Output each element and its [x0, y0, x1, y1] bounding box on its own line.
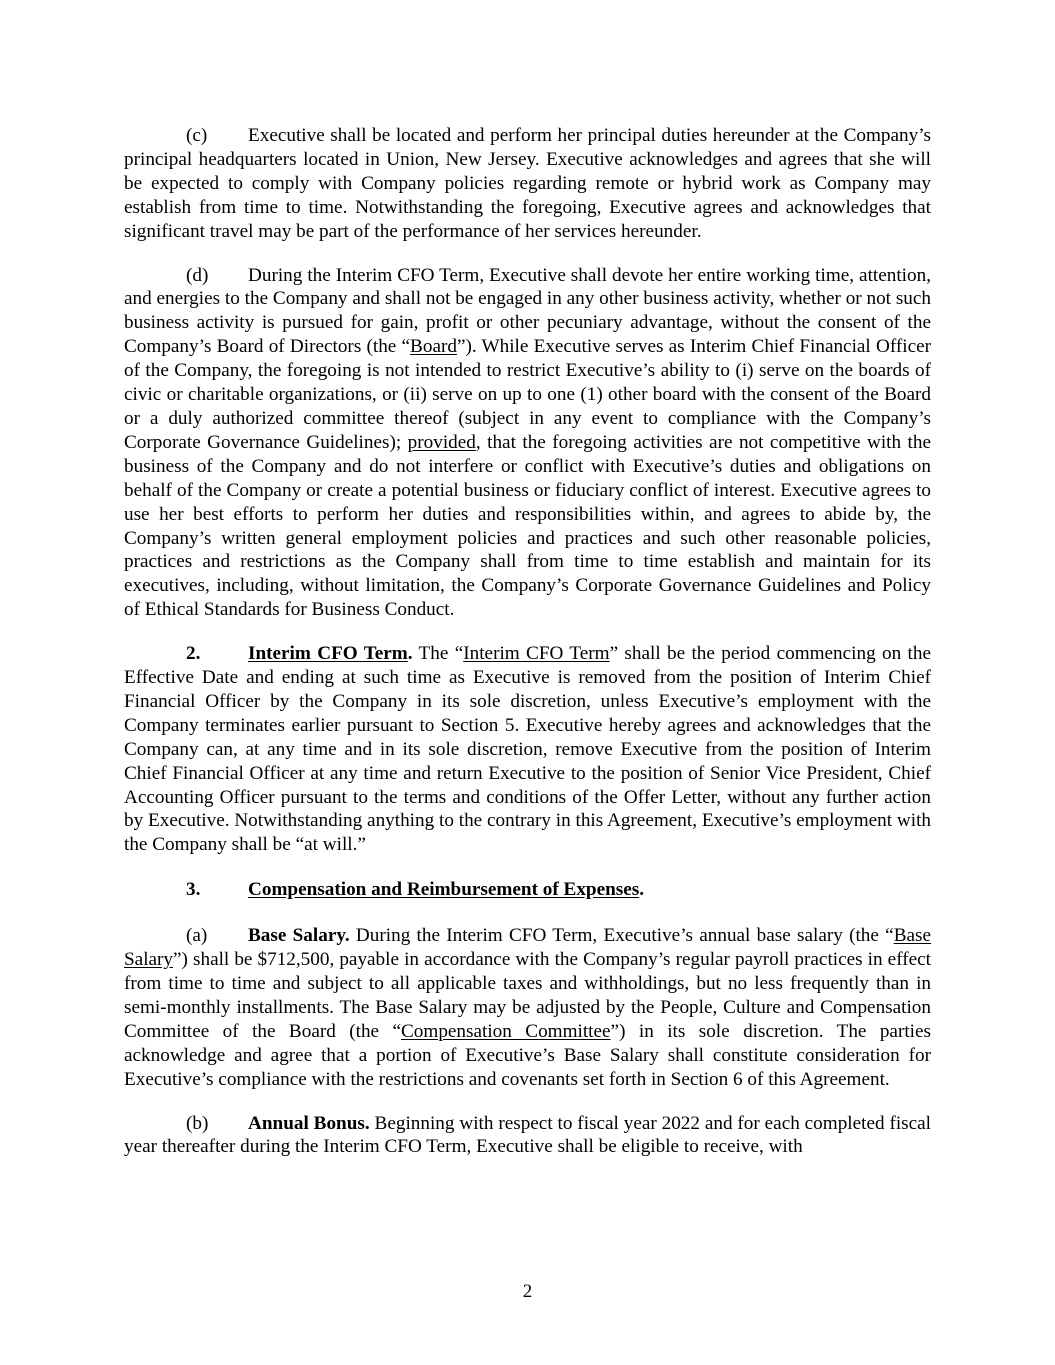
section-3-heading [124, 878, 931, 902]
section-heading-text: Compensation and Reimbursement of Expenses [248, 879, 640, 901]
paragraph-text: Beginning with respect to fiscal year 2022 and for each completed fiscal year thereafter during the Interim CFO Term, Executive shall be eligible to receive, with [124, 1112, 931, 1158]
paragraph-text: During the Interim CFO Term, Executive shall devote her entire working time, attention, and energies to the Company and shall not be engaged in any other business activity, whether or not such business activity is pursued for gain, profit or other pecuniary advantage, without the consent of the Company’s Board of Directors (the “ [124, 264, 931, 358]
paragraph-label: (b) [186, 1112, 209, 1134]
paragraph-text: ”). While Executive serves as Interim Chief Financial Officer of the Company, the foregoing is not intended to restrict Executive’s ability to (i) serve on the boards of civic or charitable organizations, or (ii) serve on up to one (1) other board with the consent of the Board or a duly authorized committee thereof (subject in any event to compliance with the Company’s Corporate Governance Guidelines); [124, 336, 931, 453]
section-heading-text: Interim CFO Term [248, 643, 408, 665]
subsection-heading: Annual Bonus. [248, 1112, 370, 1134]
defined-term-base-salary: Base Salary [124, 925, 931, 971]
defined-term-interim-cfo-term: Interim CFO Term [463, 643, 610, 665]
defined-term-compensation-committee: Compensation Committee [401, 1020, 611, 1042]
heading-period: . [639, 879, 645, 901]
paragraph-text: Executive shall be located and perform her principal duties hereunder at the Company’s principal headquarters located in Union, New Jersey. Executive acknowledges and agrees that she will be expected to comply with Company policies regarding remote or hybrid work as Company may establish from time to time. Notwithstanding the foregoing, Executive agrees and acknowledges that significant travel may be part of the performance of her services hereunder. [124, 125, 931, 242]
paragraph-label: (c) [186, 125, 208, 146]
paragraph-text: ”) in its sole discretion. The parties acknowledge and agree that a portion of Executive’s Base Salary shall constitute consideration for Executive’s compliance with the restrictions and covenants set forth in Section 6 of this Agreement. [124, 1020, 931, 1090]
page-number: 2 [522, 1281, 533, 1302]
paragraph-text: , that the foregoing activities are not competitive with the business of the Company and do not interfere or conflict with Executive’s duties and obligations on behalf of the Company or create a potential business or fiduciary conflict of interest. Executive agrees to use her best efforts to perform her duties and responsibilities within, and agrees to abide by, the Company’s written general employment policies and practices and such other reasonable policies, practices and restrictions as the Company shall from time to time establish and maintain for its executives, including, without limitation, the Company’s Corporate Governance Guidelines and Policy of Ethical Standards for Business Conduct. [124, 431, 931, 621]
defined-term-board: Board [410, 336, 457, 358]
paragraph-1c [124, 124, 931, 244]
paragraph-text: ”) shall be $712,500, payable in accordance with the Company’s regular payroll practices in effect from time to time and subject to all applicable taxes and withholdings, but no less frequently than in semi-monthly installments. The Base Salary may be adjusted by the People, Culture and Compensation Committee of the Board (the “ [124, 949, 931, 1042]
section-number: 2. [186, 643, 201, 665]
subsection-heading: Base Salary. [248, 925, 350, 947]
paragraph-3a [124, 924, 931, 1091]
paragraph-1d [124, 264, 931, 623]
section-number: 3. [186, 879, 201, 901]
paragraph-text: ” shall be the period commencing on the Effective Date and ending at such time as Executive is removed from the position of Interim Chief Financial Officer by the Company in its sole discretion, unless Executive’s employment with the Company terminates earlier pursuant to Section 5. Executive hereby agrees and acknowledges that the Company can, at any time and in its sole discretion, remove Executive from the position of Interim Chief Financial Officer at any time and return Executive to the position of Senior Vice President, Chief Accounting Officer pursuant to the terms and conditions of the Offer Letter, without any further action by Executive. Notwithstanding anything to the contrary in this Agreement, Executive’s employment with the Company shall be “at will.” [124, 643, 931, 856]
paragraph-label: (d) [186, 264, 209, 286]
defined-term-provided: provided [407, 431, 476, 453]
paragraph-text: The “ [412, 643, 464, 665]
document-page [124, 124, 931, 1159]
section-heading [248, 643, 413, 664]
section-heading [248, 879, 644, 900]
paragraph-text: During the Interim CFO Term, Executive’s annual base salary (the “ [349, 925, 894, 947]
section-2 [124, 642, 931, 857]
heading-period: . [407, 643, 413, 665]
paragraph-3b [124, 1112, 931, 1160]
paragraph-label: (a) [186, 925, 208, 947]
